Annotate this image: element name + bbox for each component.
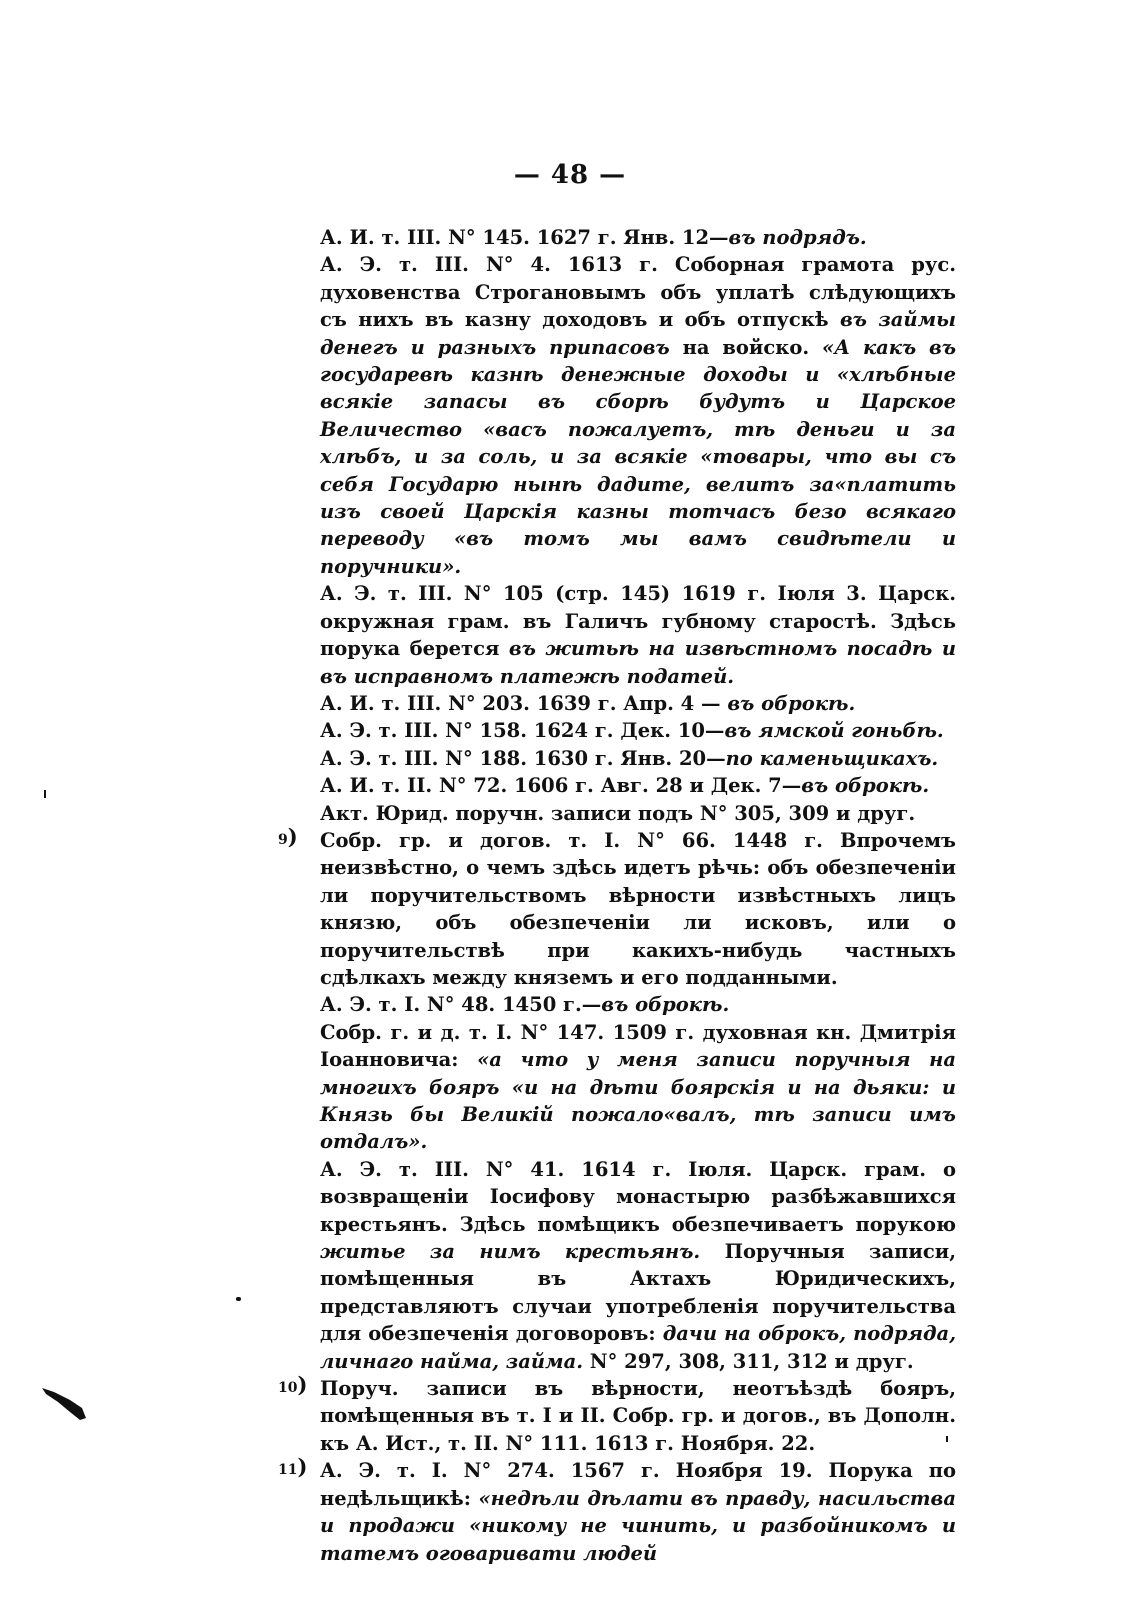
italic-run: въ подрядъ.	[728, 226, 867, 249]
entry-6	[320, 745, 956, 772]
text-run: N° 297, 308, 311, 312 и друг.	[583, 1349, 914, 1373]
italic-run: въ оброкѣ.	[601, 993, 730, 1017]
italic-run: въ оброкѣ.	[801, 774, 930, 798]
italic-run: по каменьщикахъ.	[725, 746, 939, 770]
entry-11	[320, 1019, 956, 1156]
text-run: на войско.	[669, 335, 823, 359]
text-run: Акт. Юрид. поручн. записи подъ N° 305, 309 и друг.	[320, 801, 916, 825]
footnote-marker: 11)	[278, 1454, 308, 1480]
entry-8	[320, 800, 956, 827]
text-run: А. И. т. III. N° 203. 1639 г. Апр. 4 —	[320, 691, 728, 715]
scan-speck	[236, 1297, 241, 1301]
italic-run: житье за нимъ крестьянъ.	[320, 1240, 701, 1264]
italic-run: въ оброкѣ.	[727, 691, 856, 715]
footnote-number: 10	[278, 1380, 298, 1397]
text-run: А. Э. т. I. N° 274. 1567 г. Ноября 19. Порука по недѣльщикѣ:	[320, 1459, 956, 1510]
entry-5	[320, 717, 956, 744]
footnote-9	[278, 823, 956, 991]
scan-speck	[946, 1436, 948, 1442]
italic-run: въ ямской гоньбѣ.	[724, 719, 944, 743]
italic-run: дачи на оброкъ, подряда, личнаго найма, займа.	[320, 1322, 956, 1373]
text-run: Собр. г. и д. т. I. N° 147. 1509 г. духовная кн. Дмитрія Іоанновича:	[320, 1020, 956, 1072]
entry-10	[320, 991, 956, 1018]
footnote-marker: 10)	[278, 1372, 308, 1398]
italic-run: въ займы денегъ и разныхъ припасовъ	[320, 308, 956, 359]
text-run: Поруч. записи въ вѣрности, неотъѣздѣ бояръ, помѣщенныя въ т. I и II. Собр. гр. и догов., въ Дополн. къ А. Ист., т. II. N° 111. 1613 г. Ноября. 22.	[320, 1377, 956, 1455]
page-number: — 48 —	[513, 160, 627, 190]
text-run: А. Э. т. III. N° 158. 1624 г. Дек. 10—	[320, 719, 725, 743]
entry-4	[320, 690, 956, 717]
text-run: А. Э. т. III. N° 105 (стр. 145) 1619 г. Іюля 3. Царск. окружная грам. въ Галичъ губному старостѣ. Здѣсь порука берется	[320, 582, 956, 661]
text-run: А. Э. т. I. N° 48. 1450 г.—	[320, 993, 602, 1017]
quotation-italic: «а что у меня записи поручныя на многихъ бояръ «и на дѣти боярскія и на дьяки: и Князь бы Великій пожало«валъ, тѣ записи имъ отдалъ».	[320, 1048, 956, 1154]
footnote-marker: 9)	[278, 823, 298, 849]
text-run: А. И. т. III. N° 145. 1627 г. Янв. 12—	[320, 226, 729, 249]
italic-run: въ житьѣ на извѣстномъ посадѣ и въ исправномъ платежѣ податей.	[320, 637, 956, 688]
scan-speck	[44, 790, 46, 798]
text-run: А. Э. т. III. N° 188. 1630 г. Янв. 20—	[320, 746, 726, 770]
footnote-number: 9	[278, 831, 288, 848]
entry-7	[320, 772, 956, 799]
entry-2	[320, 251, 956, 580]
quotation-italic: «А какъ въ государевѣ казнѣ денежные доходы и «хлѣбные всякіе запасы въ сборѣ будутъ и Царское Величество «васъ пожалуетъ, тѣ деньги и за хлѣбъ, и за соль, и за всякіе «товары, что вы съ себя Государю нынѣ дадите, велитъ за«платить изъ своей Царскія казны тотчасъ безо всякаго переводу «въ томъ мы вамъ свидѣтели и поручники».	[320, 335, 956, 578]
entry-3	[320, 580, 956, 690]
footnote-10	[278, 1372, 956, 1457]
text-run: А. И. т. II. N° 72. 1606 г. Авг. 28 и Дек. 7—	[320, 774, 802, 798]
entry-1	[320, 224, 956, 251]
scan-smudge	[40, 1384, 90, 1424]
footnote-text-block	[278, 224, 957, 1567]
quotation-italic: «недѣли дѣлати въ правду, насильства и продажи «никому не чинить, и разбойникомъ и татемъ оговаривати людей	[320, 1486, 956, 1565]
text-run: Собр. гр. и догов. т. I. N° 66. 1448 г. Впрочемъ неизвѣстно, о чемъ здѣсь идетъ рѣчь: объ обезпеченіи ли поручительствомъ вѣрности извѣстныхъ лицъ князю, объ обезпеченіи ли исковъ, или о поручительствѣ при какихъ-нибудь частныхъ сдѣлкахъ между княземъ и его подданными.	[320, 828, 956, 989]
text-run: А. Э. т. III. N° 4. 1613 г. Соборная грамота рус. духовенства Строгановымъ объ уплатѣ слѣдующихъ съ нихъ въ казну доходовъ и объ отпускѣ	[320, 253, 956, 332]
text-run: А. Э. т. III. N° 41. 1614 г. Іюля. Царск. грам. о возвращеніи Іосифову монастырю разбѣжавшихся крестьянъ. Здѣсь помѣщикъ обезпечиваетъ порукою	[320, 1157, 956, 1236]
footnote-11	[278, 1454, 956, 1567]
text-run: Поручныя записи, помѣщенныя въ Актахъ Юридическихъ, представляютъ случаи употребленія поручительства для обезпеченія договоровъ:	[320, 1240, 957, 1346]
entry-12	[320, 1156, 956, 1375]
footnote-number: 11	[278, 1462, 298, 1479]
